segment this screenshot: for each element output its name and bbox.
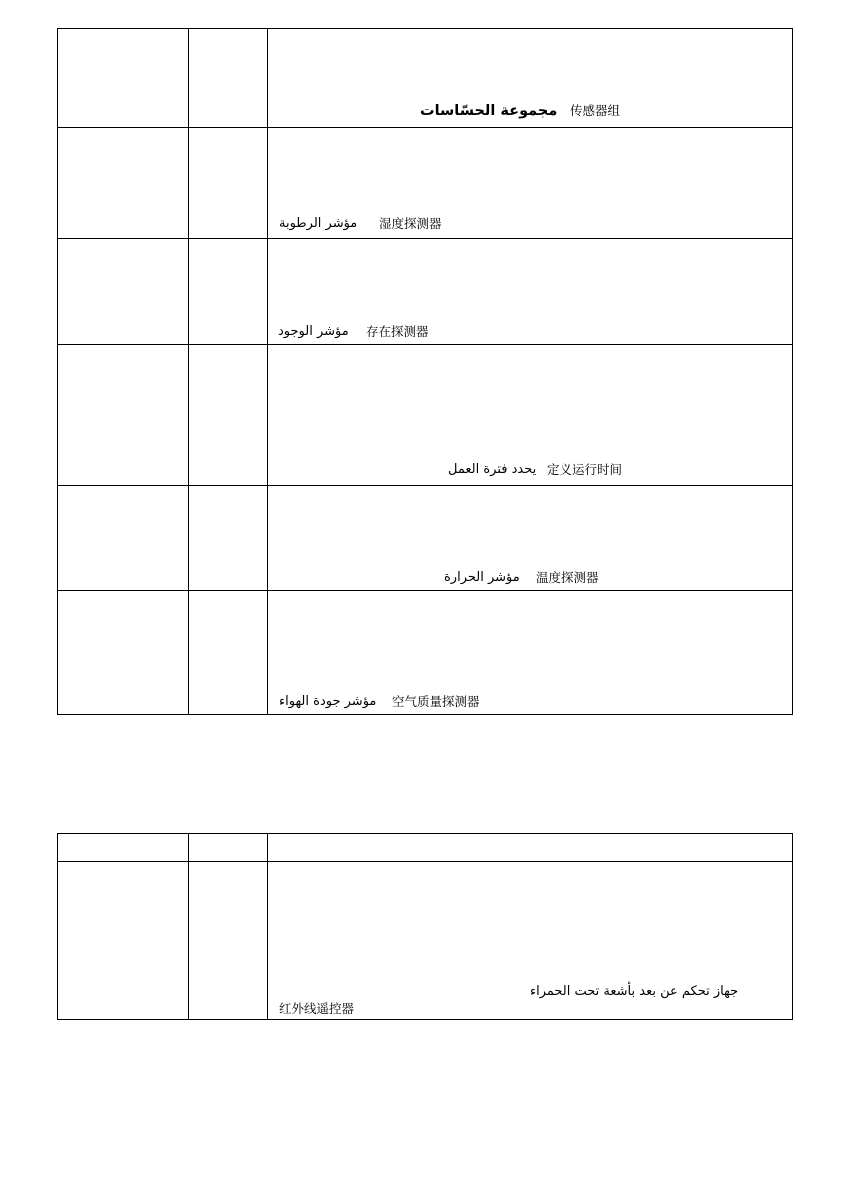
table-cell (188, 239, 268, 344)
table-cell (188, 128, 268, 238)
arabic-caption: مؤشر الوجود (278, 324, 349, 339)
chinese-caption: 空气质量探测器 (392, 694, 480, 709)
table-cell (58, 834, 189, 861)
sensor-table (57, 28, 793, 715)
arabic-caption: مؤشر الحرارة (444, 570, 520, 585)
table-row (58, 345, 792, 486)
table-cell (58, 591, 189, 714)
chinese-caption: 湿度探测器 (379, 216, 442, 231)
table-cell (58, 29, 189, 127)
chinese-caption: 定义运行时间 (547, 462, 623, 477)
arabic-caption: مؤشر جودة الهواء (279, 694, 377, 709)
table-cell (58, 128, 189, 238)
table-row (58, 239, 792, 345)
table-row (58, 591, 792, 714)
arabic-caption: جهاز تحكم عن بعد بأشعة تحت الحمراء (530, 984, 739, 999)
table-header-row (58, 834, 792, 862)
table-cell (58, 862, 189, 1019)
table-cell (188, 862, 268, 1019)
table-cell (58, 486, 189, 590)
arabic-caption: يحدد فترة العمل (448, 462, 537, 477)
table-row (58, 29, 792, 128)
arabic-caption: مجموعة الحسّاسات (420, 103, 558, 119)
table-cell (188, 834, 268, 861)
table-row (58, 486, 792, 591)
remote-table (57, 833, 793, 1020)
table-row (58, 862, 792, 1019)
table-cell (188, 486, 268, 590)
chinese-caption: 传感器组 (570, 103, 621, 118)
chinese-caption: 温度探测器 (536, 570, 599, 585)
table-cell (188, 29, 268, 127)
table-row (58, 128, 792, 239)
table-cell (58, 239, 189, 344)
chinese-caption: 红外线遥控器 (279, 1001, 355, 1016)
table-cell (58, 345, 189, 485)
table-cell (188, 591, 268, 714)
arabic-caption: مؤشر الرطوبة (279, 216, 358, 231)
chinese-caption: 存在探测器 (366, 324, 429, 339)
table-cell (188, 345, 268, 485)
